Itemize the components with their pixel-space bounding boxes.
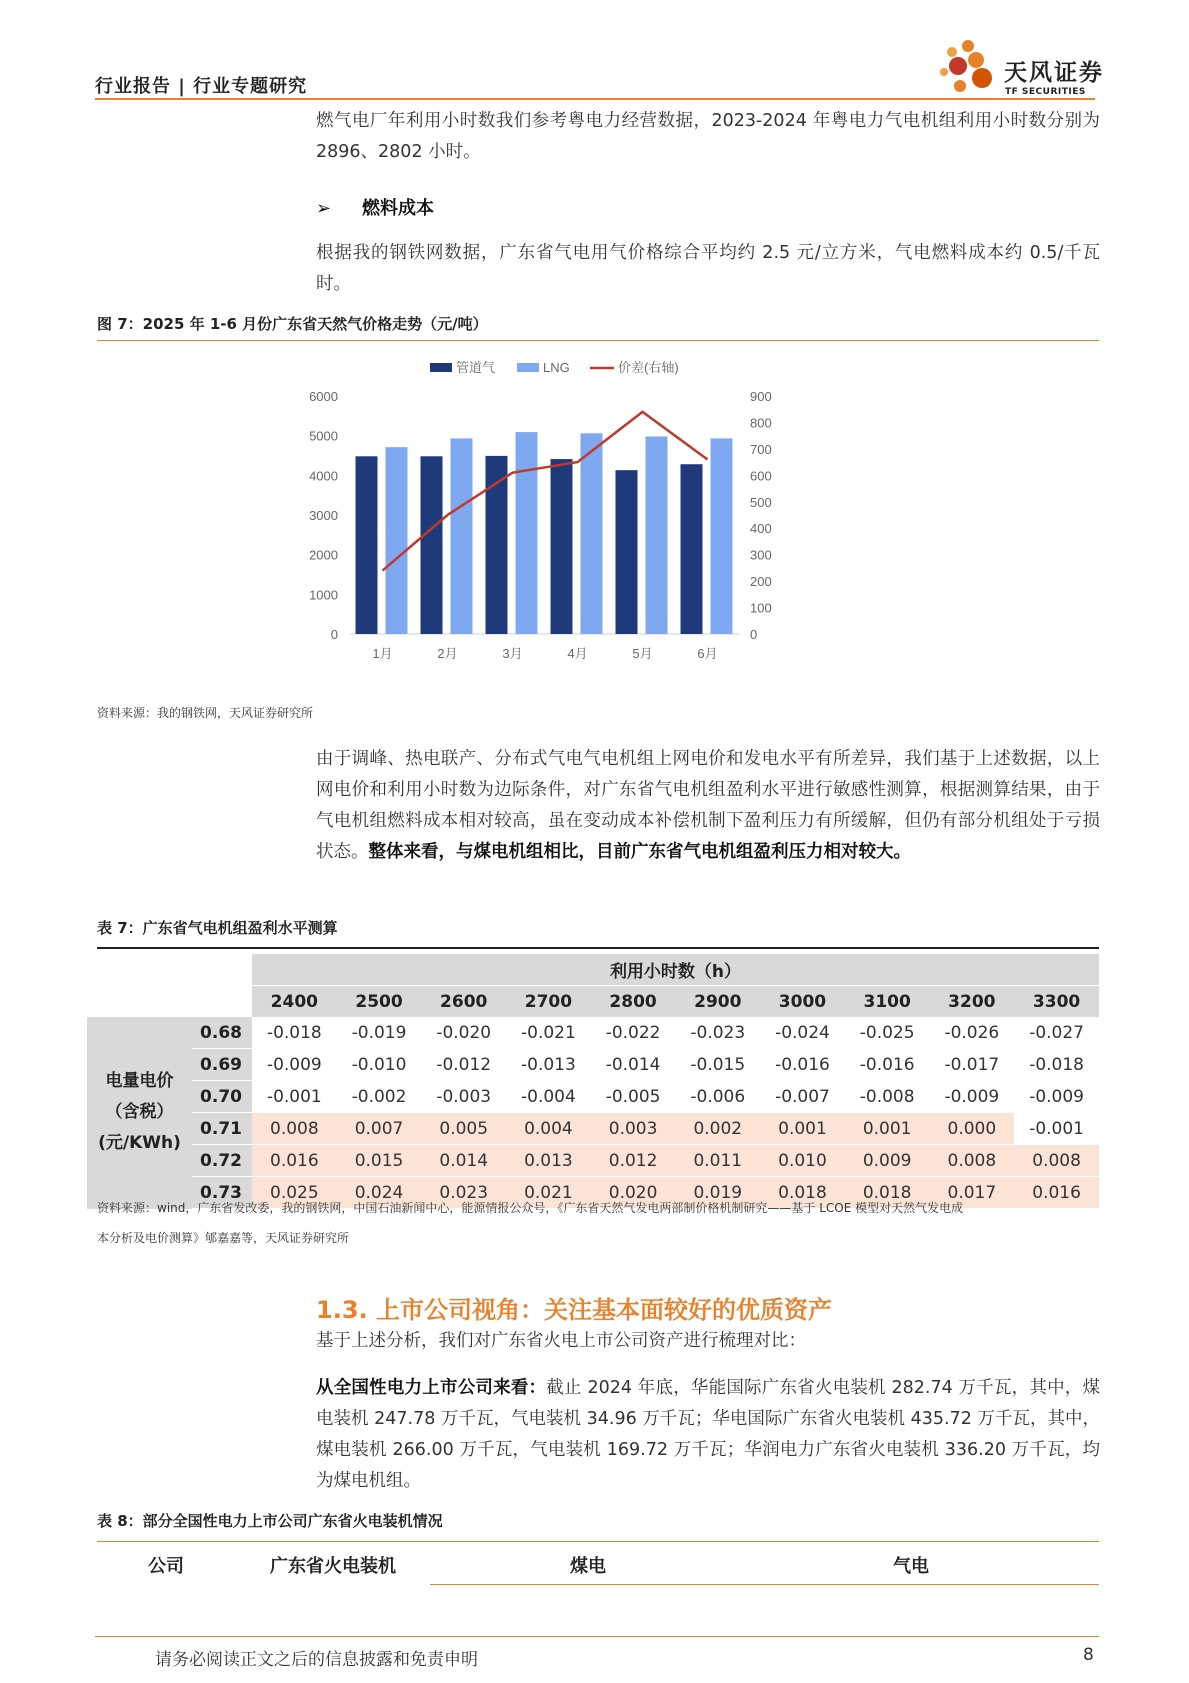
- table7-cell: 0.020: [591, 1177, 676, 1209]
- x-tick-label: 3月: [502, 646, 523, 661]
- table-row: [87, 1017, 1099, 1049]
- table7-hours-header: 2400: [252, 986, 337, 1018]
- table7-cell: 0.007: [337, 1113, 422, 1145]
- table7-cell: -0.020: [421, 1017, 506, 1049]
- table7-cell: -0.017: [930, 1049, 1015, 1081]
- table7-cell: -0.018: [252, 1017, 337, 1049]
- table8-top-rule: [97, 1541, 1099, 1542]
- y-right-tick-label: 900: [750, 389, 772, 404]
- table7-cell: 0.012: [591, 1145, 676, 1177]
- table8-caption: 表 8：部分全国性电力上市公司广东省火电装机情况: [97, 1512, 443, 1530]
- legend-label: 管道气: [456, 360, 496, 375]
- footer-disclaimer: 请务必阅读正文之后的信息披露和免责申明: [155, 1650, 478, 1670]
- bar-pipeline-gas: [551, 459, 573, 634]
- table7-cell: -0.005: [591, 1081, 676, 1113]
- page-number: 8: [1083, 1645, 1094, 1665]
- table7-price-label: 0.72: [192, 1145, 252, 1177]
- table7-cell: -0.006: [675, 1081, 760, 1113]
- figure-source: 资料来源：我的钢铁网，天风证券研究所: [97, 706, 314, 720]
- table7-cell: -0.009: [252, 1049, 337, 1081]
- y-left-tick-label: 0: [330, 627, 338, 642]
- table7-cell: 0.008: [930, 1145, 1015, 1177]
- section-title: 1.3. 上市公司视角：关注基本面较好的优质资产: [316, 1296, 832, 1324]
- table7-row-group-line: 电量电价: [105, 1071, 174, 1092]
- table7-cell: 0.014: [421, 1145, 506, 1177]
- bar-lng: [451, 438, 473, 634]
- brand-name: 天风证券: [1004, 60, 1104, 86]
- table7-cell: 0.001: [760, 1113, 845, 1145]
- paragraph-national-text: 截止 2024 年底，华能国际广东省火电装机 282.74 万千瓦，其中，煤电装机 247.78 万千瓦，气电装机 34.96 万千瓦；华电国际广东省火电装机 435.72 万千瓦，其中，煤电装机 266.00 万千瓦，气电装机 169.72 万千瓦；华润电力广东省火电装机 336.20 万千瓦，均为煤电机组。: [316, 1378, 1101, 1491]
- table7-cell: 0.017: [930, 1177, 1015, 1209]
- paragraph-sensitivity-text: 由于调峰、热电联产、分布式气电气电机组上网电价和发电水平有所差异，我们基于上述数据，以上网电价和利用小时数为边际条件，对广东省气电机组盈利水平进行敏感性测算，根据测算结果，由于气电机组燃料成本相对较高，虽在变动成本补偿机制下盈利压力有所缓解，但仍有部分机组处于亏损状态。: [316, 749, 1100, 862]
- table7-price-label: 0.70: [192, 1081, 252, 1113]
- bar-pipeline-gas: [616, 470, 638, 634]
- y-right-tick-label: 500: [750, 494, 772, 510]
- brand-name-en: TF SECURITIES: [1005, 87, 1086, 97]
- table7-price-label: 0.71: [192, 1113, 252, 1145]
- y-right-tick-label: 800: [750, 415, 772, 431]
- table7-cell: 0.018: [845, 1177, 930, 1209]
- table-row: [87, 1049, 1099, 1081]
- table7-cell: -0.018: [1014, 1049, 1099, 1081]
- x-tick-label: 2月: [437, 646, 458, 661]
- y-left-tick-label: 1000: [309, 587, 338, 603]
- table7-hours-header: 2600: [421, 986, 506, 1018]
- gas-price-chart: [309, 350, 880, 700]
- table7-cell: 0.021: [506, 1177, 591, 1209]
- table7-cell: 0.003: [591, 1113, 676, 1145]
- bar-lng: [516, 432, 538, 634]
- table7-price-label: 0.68: [192, 1017, 252, 1049]
- table7-cell: -0.003: [421, 1081, 506, 1113]
- y-right-tick-label: 100: [750, 600, 772, 616]
- x-tick-label: 4月: [567, 646, 588, 661]
- figure-caption-rule: [97, 340, 1099, 341]
- table7-cell: -0.012: [421, 1049, 506, 1081]
- bar-pipeline-gas: [356, 456, 378, 634]
- table7-hours-header: 2800: [591, 986, 676, 1018]
- table7-hours-header: 2500: [337, 986, 422, 1018]
- table8-sub-rule: [430, 1584, 1099, 1585]
- table7-cell: -0.026: [930, 1017, 1015, 1049]
- x-tick-label: 1月: [372, 646, 393, 661]
- table7-cell: -0.023: [675, 1017, 760, 1049]
- figure-caption: 图 7：2025 年 1-6 月份广东省天然气价格走势（元/吨）: [97, 315, 488, 333]
- y-left-tick-label: 3000: [309, 508, 338, 523]
- x-tick-label: 5月: [632, 646, 653, 661]
- table7-cell: -0.025: [845, 1017, 930, 1049]
- paragraph-fuel-cost: 根据我的钢铁网数据，广东省气电用气价格综合平均约 2.5 元/立方米，气电燃料成本约 0.5/千瓦时。: [316, 243, 1100, 294]
- profit-sensitivity-table: [87, 954, 1099, 1209]
- table7-source-line: 本分析及电价测算》郇嘉嘉等，天风证券研究所: [97, 1231, 350, 1245]
- table7-source: [97, 1193, 963, 1253]
- legend-label: LNG: [543, 360, 570, 375]
- paragraph-national-lead: 从全国性电力上市公司来看：: [316, 1378, 547, 1398]
- table7-cell: 0.009: [845, 1145, 930, 1177]
- table7-cell: 0.024: [337, 1177, 422, 1209]
- paragraph-sensitivity-conclusion: 整体来看，与煤电机组相比，目前广东省气电机组盈利压力相对较大。: [368, 842, 911, 862]
- table7-cell: -0.001: [252, 1081, 337, 1113]
- table7-source-line: 资料来源：wind，广东省发改委，我的钢铁网，中国石油新闻中心，能源情报公众号，《广东省天然气发电两部制价格机制研究——基于 LCOE 模型对天然气发电成: [97, 1201, 964, 1215]
- table7-cell: 0.025: [252, 1177, 337, 1209]
- legend-swatch: [517, 363, 539, 372]
- legend-swatch: [430, 363, 452, 372]
- table7-cell: 0.000: [930, 1113, 1015, 1145]
- table7-hours-header: 2700: [506, 986, 591, 1018]
- table7-cell: 0.008: [1014, 1145, 1099, 1177]
- bar-pipeline-gas: [421, 456, 443, 634]
- paragraph-sensitivity: [316, 744, 1100, 868]
- table7-cell: 0.002: [675, 1113, 760, 1145]
- table7-hours-header: 3100: [845, 986, 930, 1018]
- table7-cell: -0.007: [760, 1081, 845, 1113]
- table7-cell: -0.013: [506, 1049, 591, 1081]
- table7-cell: 0.008: [252, 1113, 337, 1145]
- y-right-tick-label: 400: [750, 521, 772, 537]
- table8-header-thermal: 广东省火电装机: [270, 1556, 396, 1577]
- x-tick-label: 6月: [697, 646, 718, 661]
- bar-lng: [711, 438, 733, 634]
- table7-cell: -0.027: [1014, 1017, 1099, 1049]
- table8-header-coal: 煤电: [570, 1556, 606, 1577]
- table7-cell: -0.016: [760, 1049, 845, 1081]
- table7-price-label: 0.73: [192, 1177, 252, 1209]
- table7-caption: 表 7：广东省气电机组盈利水平测算: [97, 919, 338, 937]
- paragraph-utilization-hours: 燃气电厂年利用小时数我们参考粤电力经营数据，2023-2024 年粤电力气电机组利用小时数分别为 2896、2802 小时。: [316, 111, 1100, 162]
- bullet-arrow-icon: ➢: [316, 198, 332, 219]
- table7-cell: 0.019: [675, 1177, 760, 1209]
- table7-cell: -0.016: [845, 1049, 930, 1081]
- table7-corner: [87, 986, 252, 1018]
- y-right-tick-label: 200: [750, 574, 772, 590]
- table7-cell: -0.021: [506, 1017, 591, 1049]
- bar-lng: [581, 433, 603, 634]
- y-left-tick-label: 2000: [309, 547, 338, 563]
- table7-cell: -0.001: [1014, 1113, 1099, 1145]
- bar-lng: [386, 447, 408, 634]
- table7-top-rule: [97, 947, 1099, 949]
- table7-cell: 0.011: [675, 1145, 760, 1177]
- bar-pipeline-gas: [681, 464, 703, 634]
- table7-cell: -0.024: [760, 1017, 845, 1049]
- table7-cell: 0.004: [506, 1113, 591, 1145]
- table7-cell: 0.016: [1014, 1177, 1099, 1209]
- footer-rule: [95, 1636, 1099, 1637]
- table7-hours-header: 3000: [760, 986, 845, 1018]
- table7-col-group: 利用小时数（h）: [252, 954, 1099, 986]
- table7-hours-header: 3300: [1014, 986, 1099, 1018]
- table7-cell: -0.009: [1014, 1081, 1099, 1113]
- table7-row-group-line: （含税）: [105, 1102, 174, 1123]
- table7-cell: -0.004: [506, 1081, 591, 1113]
- table7-cell: -0.015: [675, 1049, 760, 1081]
- table-row: [87, 1113, 1099, 1145]
- paragraph-intro-comparison: 基于上述分析，我们对广东省火电上市公司资产进行梳理对比：: [316, 1331, 806, 1351]
- bullet-title: 燃料成本: [362, 198, 434, 219]
- y-right-tick-label: 300: [750, 547, 772, 563]
- table7-row-group: [87, 1017, 192, 1209]
- y-right-tick-label: 700: [750, 441, 772, 457]
- paragraph-national-companies: [316, 1373, 1100, 1497]
- table7-cell: -0.008: [845, 1081, 930, 1113]
- table7-hours-header: 3200: [930, 986, 1015, 1018]
- legend-label: 价差(右轴): [618, 360, 679, 375]
- y-left-tick-label: 4000: [309, 468, 338, 484]
- table7-cell: 0.018: [760, 1177, 845, 1209]
- table7-corner: [87, 954, 252, 986]
- table7-cell: 0.013: [506, 1145, 591, 1177]
- y-left-tick-label: 5000: [309, 428, 338, 444]
- report-type-header: 行业报告 | 行业专题研究: [95, 76, 308, 97]
- table7-cell: -0.002: [337, 1081, 422, 1113]
- table7-cell: -0.019: [337, 1017, 422, 1049]
- table-row: [87, 1145, 1099, 1177]
- bar-lng: [646, 436, 668, 634]
- y-right-tick-label: 0: [750, 627, 758, 642]
- table7-price-label: 0.69: [192, 1049, 252, 1081]
- bullet-fuel-cost: [316, 194, 434, 220]
- table8-header-gas: 气电: [893, 1556, 929, 1577]
- table8-header-company: 公司: [148, 1556, 184, 1577]
- y-right-tick-label: 600: [750, 468, 772, 484]
- table7-cell: 0.010: [760, 1145, 845, 1177]
- table7-cell: -0.022: [591, 1017, 676, 1049]
- table7-cell: 0.016: [252, 1145, 337, 1177]
- header-rule: [95, 98, 1095, 100]
- table7-cell: 0.015: [337, 1145, 422, 1177]
- y-left-tick-label: 6000: [309, 389, 338, 404]
- table7-cell: 0.023: [421, 1177, 506, 1209]
- table7-cell: 0.005: [421, 1113, 506, 1145]
- table7-cell: 0.001: [845, 1113, 930, 1145]
- table7-cell: -0.009: [930, 1081, 1015, 1113]
- table7-row-group-line: (元/KWh): [98, 1133, 181, 1154]
- table7-hours-header: 2900: [675, 986, 760, 1018]
- table-row: [87, 1081, 1099, 1113]
- table7-cell: -0.014: [591, 1049, 676, 1081]
- table7-cell: -0.010: [337, 1049, 422, 1081]
